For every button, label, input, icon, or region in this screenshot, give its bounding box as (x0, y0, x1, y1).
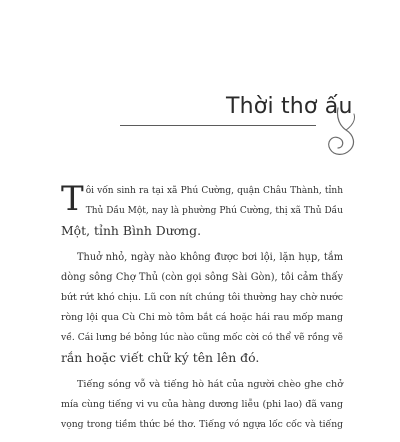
text-line: về. Cái lưng bé bỏng lúc nào cũng mốc cời có thể vẽ rồng vẽ (61, 332, 343, 343)
text-line: bứt rứt khó chịu. Lũ con nít chúng tôi thường hay chờ nước (61, 292, 343, 303)
text-line: rắn hoặc viết chữ ký tên lên đó. (61, 350, 260, 365)
paragraph-1 (61, 181, 343, 241)
text-line: Thủ Dầu Một, nay là phường Phú Cường, thị xã Thủ Dầu (85, 206, 343, 216)
text-line: ròng lội qua Cù Chi mò tôm bắt cá hoặc hái rau mốp mang (61, 312, 343, 323)
text-line: Tiếng sóng vỗ và tiếng hò hát của người chèo ghe chở (77, 379, 343, 390)
text-line: dòng sông Chợ Thủ (còn gọi sông Sài Gòn), tôi cảm thấy (61, 272, 343, 283)
drop-cap: T (61, 179, 84, 219)
text-line: Một, tỉnh Bình Dương. (61, 223, 202, 238)
body-text (61, 181, 343, 442)
ornament-swirl-icon (316, 104, 362, 162)
text-line: mía cùng tiếng vi vu của hàng dương liễu (phi lao) đã vang (61, 399, 343, 410)
text-line: ôi vốn sinh ra tại xã Phú Cường, quận Châu Thành, tỉnh (85, 186, 343, 196)
chapter-title: Thời thơ ấu (226, 94, 353, 119)
paragraph-2 (61, 248, 343, 368)
text-line: Thuở nhỏ, ngày nào không được bơi lội, lặn hụp, tắm (77, 252, 343, 263)
title-rule (120, 125, 316, 126)
text-line: vọng trong tiềm thức bé thơ. Tiếng vó ngựa lốc cốc và tiếng (61, 419, 343, 430)
paragraph-3 (61, 375, 343, 435)
